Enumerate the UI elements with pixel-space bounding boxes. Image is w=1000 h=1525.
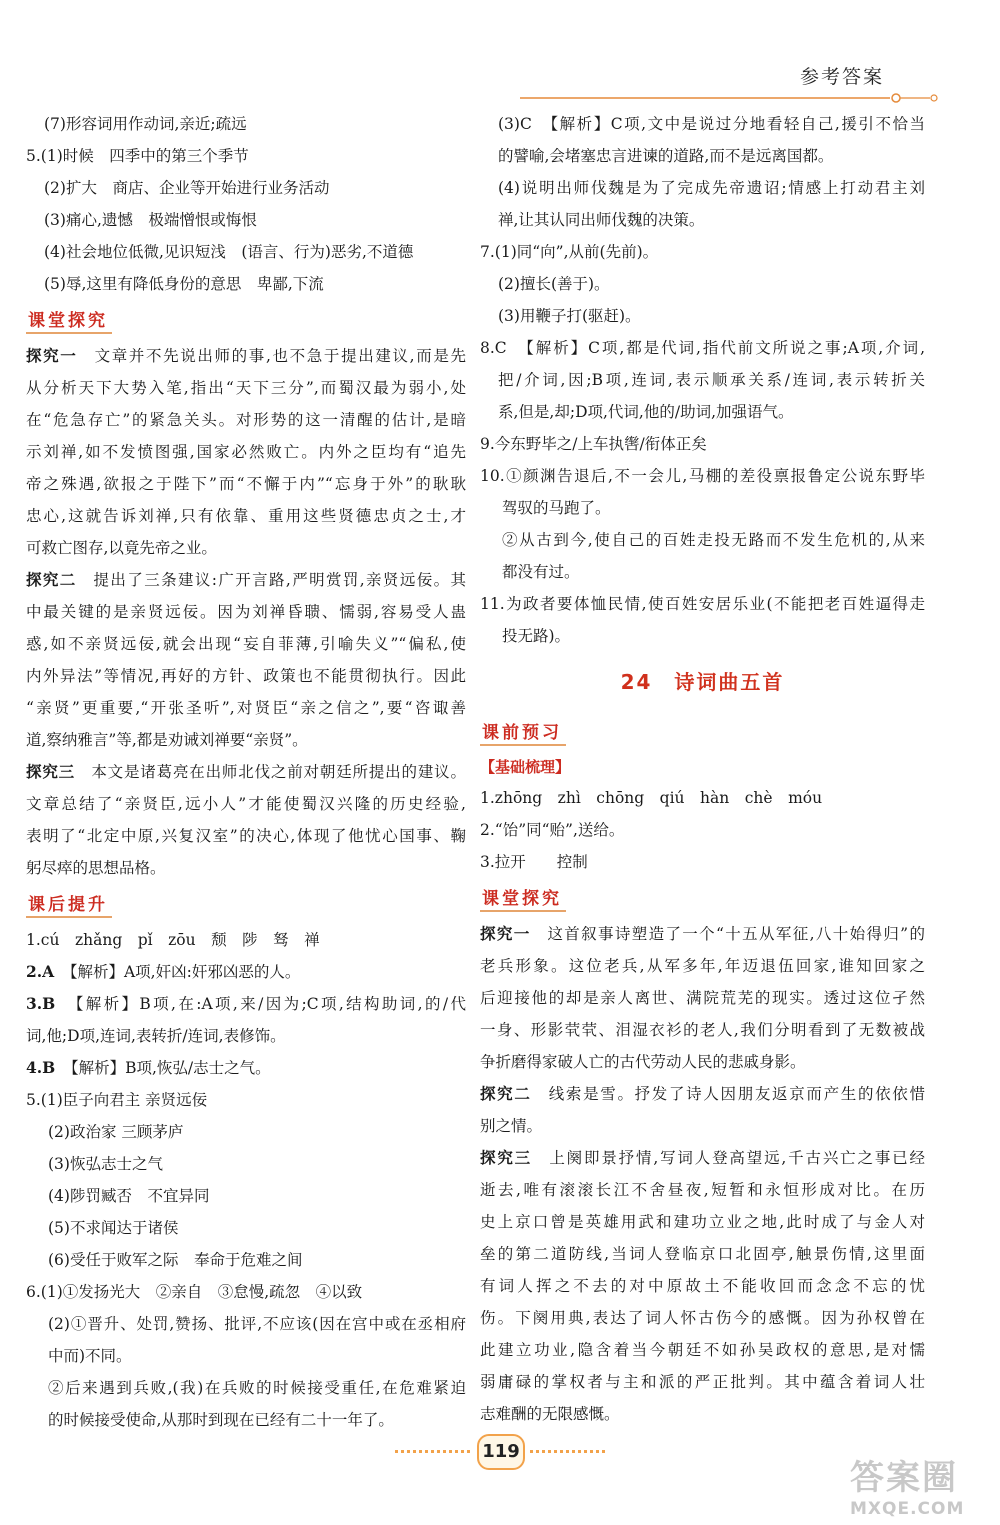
answer-line: 从分析天下大势入笔,指出“天下三分”,而蜀汉最为弱小,处 (26, 379, 466, 397)
answer-line: 11.为政者要体恤民情,使百姓安居乐业(不能把老百姓逼得走 (480, 595, 925, 613)
answer-line: 文章并不先说出师的事,也不急于提出建议,而是先 (94, 347, 466, 365)
answer-line: 的时候接受使命,从那时到现在已经有二十一年了。 (48, 1411, 394, 1429)
answer-line: (4)陟罚臧否 不宜异同 (48, 1187, 210, 1205)
tanjiu-label: 探究二 (26, 570, 77, 589)
section-heading-kehou: 课后提升 (26, 890, 112, 918)
answer-line: 惑,如不亲贤远佞,就会出现“妄自菲薄,引喻失义”“偏私,使 (26, 635, 466, 653)
answer-line: 这首叙事诗塑造了一个“十五从军征,八十始得归”的 (547, 925, 925, 943)
answer-line: (3)C 【解析】C项,文中是说过分地看轻自己,援引不恰当 (498, 115, 925, 133)
chapter-title: 诗词曲五首 (674, 670, 785, 694)
answer-line: 都没有过。 (502, 563, 580, 581)
right-column (480, 108, 925, 1430)
answer-line: (7)形容词用作动词,亲近;疏远 (44, 115, 247, 133)
answer-line: 在“危急存亡”的紧急关头。对形势的这一清醒的估计,是暗 (26, 411, 466, 429)
answer-line: 内外异法”等情况,再好的方针、政策也不能贯彻执行。因此 (26, 667, 466, 685)
dotted-ornament-right (530, 1450, 605, 1453)
answer-line: (3)痛心,遗憾 极端憎恨或悔恨 (44, 211, 257, 229)
section-heading-keqian: 课前预习 (480, 718, 566, 746)
answer-line: (2)政治家 三顾茅庐 (48, 1123, 184, 1141)
answer-line: 伤。下阕用典,表达了词人怀古伤今的感慨。因为孙权曾在 (480, 1309, 925, 1327)
answer-line: 1.cú zhǎng pǐ zōu 颓 陟 驽 禅 (26, 931, 320, 949)
answer-line: 示刘禅,如不发愤图强,国家必然败亡。内外之臣均有“追先 (26, 443, 466, 461)
watermark-text: 答案圈 (850, 1458, 958, 1498)
tanjiu-label: 探究一 (480, 924, 531, 943)
answer-line: (4)社会地位低微,见识短浅 (语言、行为)恶劣,不道德 (44, 243, 414, 261)
answer-line: ②后来遇到兵败,(我)在兵败的时候接受重任,在危难紧迫 (48, 1379, 466, 1397)
answer-line: 9.今东野毕之/上车执辔/衔体正矣 (480, 435, 707, 453)
answer-line: (2)①晋升、处罚,赞扬、批评,不应该(因在宫中或在丞相府 (48, 1315, 466, 1333)
answer-line: 5.(1)时候 四季中的第三个季节 (26, 147, 249, 165)
answer-line: 志难酬的无限感慨。 (480, 1405, 620, 1423)
answer-line: 帝之殊遇,欲报之于陛下”而“不懈于内”“忘身于外”的耿耿 (26, 475, 466, 493)
answer-line: (2)扩大 商店、企业等开始进行业务活动 (44, 179, 330, 197)
answer-line: 驾驭的马跑了。 (502, 499, 611, 517)
chapter-number: 24 (620, 670, 653, 694)
answer-line: 后迎接他的却是亲人离世、满院荒芜的现实。透过这位孑然 (480, 989, 925, 1007)
dotted-ornament-left (395, 1450, 470, 1453)
answer-line: 1.zhōng zhì chōng qiú hàn chè móu (480, 789, 823, 807)
answer-line: 文章总结了“亲贤臣,远小人”才能使蜀汉兴隆的历史经验, (26, 795, 466, 813)
section-heading-ketang: 课堂探究 (480, 884, 566, 912)
answer-number: 4.B (26, 1058, 56, 1077)
chapter-heading (480, 652, 925, 712)
answer-line: 老兵形象。这位老兵,从军多年,年迈退伍回家,谁知回家之 (480, 957, 925, 975)
answer-line: 中而)不同。 (48, 1347, 132, 1365)
answer-line: 3.拉开 控制 (480, 853, 588, 871)
answer-line: 此建立功业,隐含着当今朝廷不如孙吴政权的意思,是对懦 (480, 1341, 925, 1359)
tanjiu-label: 探究二 (480, 1084, 532, 1103)
answer-line: 一身、形影茕茕、泪湿衣衫的老人,我们分明看到了无数被战 (480, 1021, 925, 1039)
answer-line: (5)辱,这里有降低身份的意思 卑鄙,下流 (44, 275, 324, 293)
answer-line: 6.(1)①发扬光大 ②亲自 ③怠慢,疏忽 ④以致 (26, 1283, 363, 1301)
answer-line: (6)受任于败军之际 奉命于危难之间 (48, 1251, 303, 1269)
answer-line: 8.C 【解析】C项,都是代词,指代前文所说之事;A项,介词, (480, 339, 925, 357)
watermark-logo (850, 1450, 1000, 1525)
tanjiu-label: 探究三 (26, 762, 75, 781)
answer-line: (5)不求闻达于诸侯 (48, 1219, 179, 1237)
page-number-badge (395, 1432, 605, 1472)
answer-line: 词,他;D项,连词,表转折/连词,表修饰。 (26, 1027, 286, 1045)
answer-number: 3.B (26, 994, 56, 1013)
answer-line: 中最关键的是亲贤远佞。因为刘禅昏聩、懦弱,容易受人蛊 (26, 603, 466, 621)
subsection-tag: 【基础梳理】 (480, 758, 571, 776)
answer-line: (3)恢弘志士之气 (48, 1155, 163, 1173)
answer-line: 系,但是,却;D项,代词,他的/助词,加强语气。 (498, 403, 794, 421)
answer-number: 2.A (26, 962, 55, 981)
tanjiu-label: 探究三 (480, 1148, 532, 1167)
answer-line: (3)用鞭子打(驱赶)。 (498, 307, 641, 325)
answer-line: 投无路)。 (502, 627, 571, 645)
answer-line: 的譬喻,会堵塞忠言进谏的道路,而不是远离国都。 (498, 147, 834, 165)
answer-line: 提出了三条建议:广开言路,严明赏罚,亲贤远佞。其 (93, 571, 466, 589)
answer-line: 把/介词,因;B项,连词,表示顺承关系/连词,表示转折关 (498, 371, 925, 389)
answer-line: ②从古到今,使自己的百姓走投无路而不发生危机的,从来 (502, 531, 925, 549)
answer-line: 垒的第二道防线,当词人登临京口北固亭,触景伤情,这里面 (480, 1245, 925, 1263)
page-header-title: 参考答案 (800, 66, 885, 88)
answer-line: 可救亡图存,以竟先帝之业。 (26, 539, 217, 557)
answer-line: 【解析】B项,在:A项,来/因为;C项,结构助词,的/代 (75, 995, 466, 1013)
answer-line: 忠心,这就告诉刘禅,只有依靠、重用这些贤德忠贞之士,才 (26, 507, 466, 525)
answer-line: 线索是雪。抒发了诗人因朋友返京而产生的依依惜 (548, 1085, 925, 1103)
answer-line: 躬尽瘁的思想品格。 (26, 859, 166, 877)
answer-line: 7.(1)同“向”,从前(先前)。 (480, 243, 659, 261)
section-heading-ketang: 课堂探究 (26, 306, 112, 334)
answer-line: 禅,让其认同出师伐魏的决策。 (498, 211, 705, 229)
answer-line: 弱庸碌的掌权者与主和派的严正批判。其中蕴含着词人壮 (480, 1373, 925, 1391)
answer-line: 本文是诸葛亮在出师北伐之前对朝廷所提出的建议。 (91, 763, 466, 781)
answer-line: 史上京口曾是英雄用武和建功立业之地,此时成了与金人对 (480, 1213, 925, 1231)
page-number: 119 (477, 1434, 525, 1470)
header-ornament (520, 92, 940, 104)
answer-line: 道,察纳雅言”等,都是劝诫刘禅要“亲贤”。 (26, 731, 308, 749)
answer-line: 5.(1)臣子向君主 亲贤远佞 (26, 1091, 208, 1109)
left-column (26, 108, 466, 1436)
answer-line: 逝去,唯有滚滚长江不舍昼夜,短暂和永恒形成对比。在历 (480, 1181, 925, 1199)
answer-line: (2)擅长(善于)。 (498, 275, 610, 293)
answer-line: 2.“饴”同“贻”,送给。 (480, 821, 625, 839)
watermark-url: MXQE.COM (850, 1499, 965, 1519)
answer-line: 争折磨得家破人亡的古代劳动人民的悲戚身影。 (480, 1053, 806, 1071)
answer-line: 上阕即景抒情,写词人登高望远,千古兴亡之事已经 (549, 1149, 925, 1167)
answer-line: 别之情。 (480, 1117, 543, 1135)
answer-line: 10.①颜渊告退后,不一会儿,马棚的差役禀报鲁定公说东野毕 (480, 467, 925, 485)
answer-line: (4)说明出师伐魏是为了完成先帝遗诏;情感上打动君主刘 (498, 179, 925, 197)
answer-line: 表明了“北定中原,兴复汉室”的决心,体现了他忧心国事、鞠 (26, 827, 466, 845)
answer-line: 有词人挥之不去的对中原故土不能收回而念念不忘的忧 (480, 1277, 925, 1295)
tanjiu-label: 探究一 (26, 346, 78, 365)
answer-line: 【解析】B项,恢弘/志士之气。 (70, 1059, 271, 1077)
answer-line: 【解析】A项,奸凶:奸邪凶恶的人。 (69, 963, 301, 981)
answer-line: “亲贤”更重要,“开张圣听”,对贤臣“亲之信之”,要“咨诹善 (26, 699, 466, 717)
